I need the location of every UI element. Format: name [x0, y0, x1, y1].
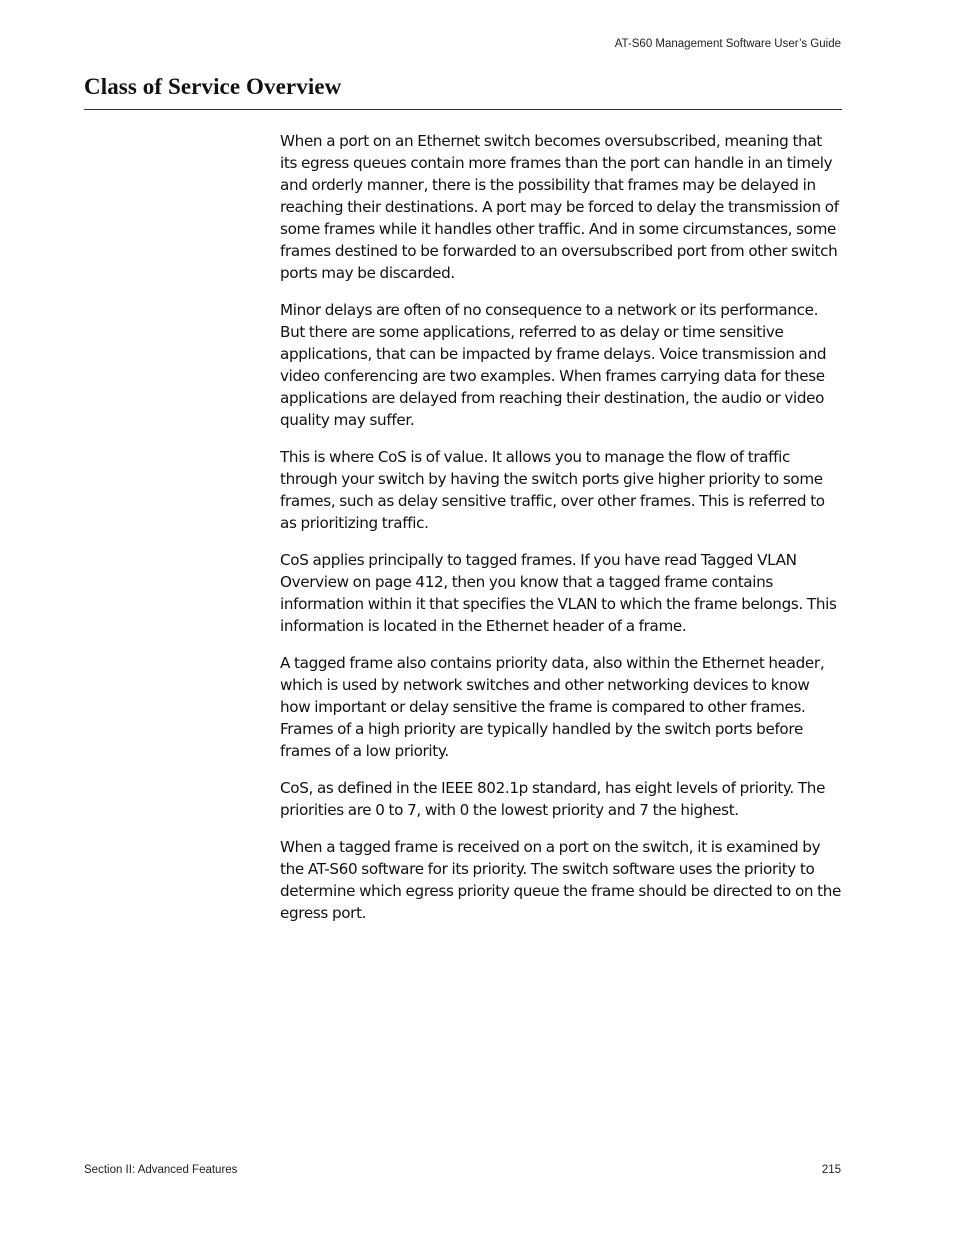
section-title: Class of Service Overview: [84, 74, 342, 99]
paragraph: Minor delays are often of no consequence to a network or its performance. But there are some applications, referred to as delay or time sensitive applications, that can be impacted by frame delays. Voice transmission and video conferencing are two examples. When frames carrying data for these applications are delayed from reaching their destination, the audio or video quality may suffer.: [280, 301, 827, 429]
footer-section-label: Section II: Advanced Features: [84, 1164, 238, 1176]
title-divider: [84, 109, 842, 110]
paragraph: A tagged frame also contains priority data, also within the Ethernet header, which is used by network switches and other networking devices to know how important or delay sensitive the frame is compared to other frames. Frames of a high priority are typically handled by the switch ports before frames of a low priority.: [280, 654, 825, 760]
body-text: [280, 130, 842, 939]
running-header: AT-S60 Management Software User’s Guide: [614, 38, 841, 50]
paragraph: CoS, as defined in the IEEE 802.1p standard, has eight levels of priority. The priorities are 0 to 7, with 0 the lowest priority and 7 the highest.: [280, 779, 826, 819]
paragraph: When a port on an Ethernet switch becomes oversubscribed, meaning that its egress queues contain more frames than the port can handle in an timely and orderly manner, there is the possibility that frames may be delayed in reaching their destinations. A port may be forced to delay the transmission of some frames while it handles other traffic. And in some circumstances, some frames destined to be forwarded to an oversubscribed port from other switch ports may be discarded.: [280, 132, 839, 282]
paragraph: This is where CoS is of value. It allows you to manage the flow of traffic through your switch by having the switch ports give higher priority to some frames, such as delay sensitive traffic, over other frames. This is referred to as prioritizing traffic.: [280, 448, 825, 532]
footer-page-number: 215: [821, 1164, 841, 1176]
paragraph: CoS applies principally to tagged frames. If you have read Tagged VLAN Overview on page 412, then you know that a tagged frame contains information within it that specifies the VLAN to which the frame belongs. This information is located in the Ethernet header of a frame.: [280, 551, 837, 635]
paragraph: When a tagged frame is received on a port on the switch, it is examined by the AT-S60 software for its priority. The switch software uses the priority to determine which egress priority queue the frame should be directed to on the egress port.: [280, 838, 842, 922]
